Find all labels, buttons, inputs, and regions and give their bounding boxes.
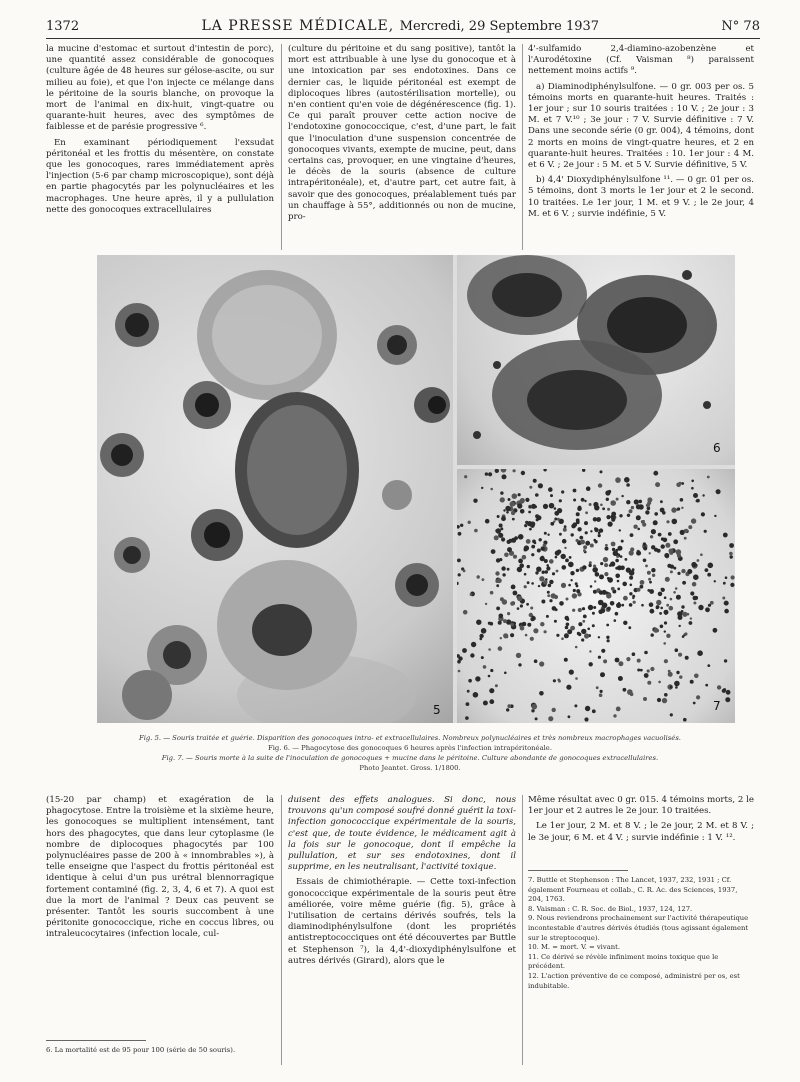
footnote-12: 12. L'action préventive de ce composé, administré per os, est indubitable. bbox=[528, 971, 740, 990]
paragraph: En examinant périodiquement l'exsudat péritonéal et les frottis du mésentère, on constate que les gonocoques, rares immédiatement après l'injection (5-6 par champ microscopique), sont déjà en partie phagocytés par les polynucléaires et les macrophages. Une heure après, il y a pullulation nette des gonocoques extracellulaires bbox=[46, 137, 274, 215]
column-divider bbox=[522, 795, 523, 1065]
paragraph: (15-20 par champ) et exagération de la phagocytose. Entre la troisième et la sixième heure, les gonocoques se multiplient intensément, tant hors des phagocytes, que dans leur cytoplasme (le nombre de diplocoques phagocytés par 100 polynucléaires passe de 200 à « innombrables »), à telle enseigne que l'aspect du frottis péritonéal est identique à celui d'un pus urétral blennorragique fortement contaminé (fig. 2, 3, 4, 6 et 7). A quoi est due la mort de l'animal ? Deux cas peuvent se présenter. Tantôt les souris succombent à une péritonite gonococcique, riche en coccus libres, ou intraleucocytaires (infection locale, cul- bbox=[46, 795, 274, 940]
paragraph: duisent des effets analogues. Si donc, nous trouvons qu'un composé soufré donné guérit la toxi-infection gonococcique expérimentale de la souris, c'est que, de toute évidence, le médicament agit à la fois sur le gonocoque, dont il empêche la pullulation, et sur ses endotoxines, dont il supprime, en les neutralisant, l'activité toxique. bbox=[288, 795, 516, 873]
paragraph: (culture du péritoine et du sang positive), tantôt la mort est attribuable à une lyse du gonocoque et à une intoxication par ses endotoxines. Dans ce dernier cas, le liquide péritonéal est exempt de diplocoques libres (autostérilisation mortelle), ou n'en contient qu'en voie de dégénérescence (fig. 1). Ce qui paraît prouver cette action nocive de l'endotoxine gonococcique, c'est, d'une part, le fait que l'inoculation d'une suspension concentrée de gonocoques vivants, exempte de mucine, peut, dans certains cas, provoquer, en une vingtaine d'heures, le décès de la souris (absence de culture intrapéritonéale), et, d'autre part, cet autre fait, à savoir que des gonocoques, préalablement tués par un chauffage à 55°, additionnés ou non de mucine, pro- bbox=[288, 44, 516, 223]
paragraph: a) Diaminodiphénylsulfone. — 0 gr. 003 per os. 5 témoins morts en quarante-huit heures. Traités : 1er jour ; sur 10 souris traitées : 10 V. ; 2e jour : 3 M. et 7 V.¹⁰ ; 3e jour : 7 V. Survie définitive : 7 V. Dans une seconde série (0 gr. 004), 4 témoins, dont 2 morts en moins de vingt-quatre heures, et 2 en quarante-huit heures. Traitées : 10. 1er jour : 4 M. et 6 V. ; 2e jour : 5 M. et 5 V. Survie définitive, 5 V. bbox=[528, 81, 754, 171]
top-column-1 bbox=[46, 44, 274, 250]
bottom-column-1 bbox=[46, 795, 274, 1027]
photo-credit: Photo Jeantet. Gross. 1/1800. bbox=[359, 764, 461, 772]
paragraph: 4'-sulfamido 2,4-diamino-azobenzène et l'Aurodétoxine (Cf. Vaisman ⁸) paraissent nettement moins actifs ⁹. bbox=[528, 44, 754, 77]
caption-fig-6: Fig. 6. — Phagocytose des gonocoques 6 heures après l'infection intrapéritonéale. bbox=[268, 744, 552, 752]
micrograph-6-image bbox=[457, 255, 735, 465]
footnotes-column-3 bbox=[528, 876, 754, 991]
footnote-6: 6. La mortalité est de 95 pour 100 (série de 50 souris). bbox=[46, 1046, 236, 1054]
micrograph-figure bbox=[97, 255, 735, 723]
footnote-10: 10. M. = mort. V. = vivant. bbox=[528, 943, 621, 952]
micrograph-panel-5 bbox=[97, 255, 453, 723]
panel-label-5: 5 bbox=[433, 703, 441, 717]
footnote-9: 9. Nous reviendrons prochainement sur l'activité thérapeutique incontestable d'autres dérivés étudiés (tous agissant également sur le streptocoque). bbox=[528, 914, 749, 942]
paragraph: Même résultat avec 0 gr. 015. 4 témoins morts, 2 le 1er jour et 2 autres le 2e jour. 10 traitées. bbox=[528, 795, 754, 817]
journal-name: LA PRESSE MÉDICALE, bbox=[201, 18, 395, 34]
page-number: 1372 bbox=[46, 18, 80, 34]
running-header bbox=[46, 14, 760, 39]
micrograph-5-image bbox=[97, 255, 453, 723]
paragraph: Le 1er jour, 2 M. et 8 V. ; le 2e jour, 2 M. et 8 V. ; le 3e jour, 6 M. et 4 V. ; survie indéfinie : 1 V. ¹². bbox=[528, 821, 754, 843]
paragraph: Essais de chimiothérapie. — Cette toxi-infection gonococcique expérimentale de la souris peut être améliorée, voire même guérie (fig. 5), grâce à l'utilisation de certains dérivés soufrés, tels la diaminodiphénylsulfone (dont les propriétés antistreptococciques ont été découvertes par Buttle et Stephenson ⁷), la 4,4'-dioxydiphénylsulfone et autres dérivés (Girard), alors que le bbox=[288, 877, 516, 966]
caption-fig-7: Fig. 7. — Souris morte à la suite de l'inoculation de gonocoques + mucine dans le péritoine. Culture abondante de gonocoques extracellulaires. bbox=[161, 754, 659, 762]
top-column-3 bbox=[528, 44, 754, 250]
bottom-column-2 bbox=[288, 795, 516, 1027]
panel-label-6: 6 bbox=[713, 441, 721, 455]
issue-number: N° 78 bbox=[721, 18, 760, 34]
panel-label-7: 7 bbox=[713, 699, 721, 713]
footnote-8: 8. Vaisman : C. R. Soc. de Biol., 1937, 124, 127. bbox=[528, 904, 693, 913]
top-column-2 bbox=[288, 44, 516, 250]
column-divider bbox=[281, 44, 282, 250]
footnote-rule bbox=[46, 1040, 146, 1041]
journal-title bbox=[201, 18, 599, 34]
column-divider bbox=[281, 795, 282, 1065]
paragraph: b) 4,4' Dioxydiphénylsulfone ¹¹. — 0 gr. 01 per os. 5 témoins, dont 3 morts le 1er jour et 2 le second. 10 traitées. Le 1er jour, 1 M. et 9 V. ; le 2e jour, 4 M. et 6 V. ; survie indéfinie, 5 V. bbox=[528, 175, 754, 219]
figure-captions bbox=[60, 733, 760, 773]
footnote-11: 11. Ce dérivé se révèle infiniment moins toxique que le précédent. bbox=[528, 952, 719, 971]
column-divider bbox=[522, 44, 523, 250]
micrograph-panel-6 bbox=[457, 255, 735, 465]
issue-date: Mercredi, 29 Septembre 1937 bbox=[399, 19, 600, 34]
footnote-7: 7. Buttle et Stephenson : The Lancet, 1937, 232, 1931 ; Cf. également Fourneau et collab., C. R. Ac. des Sciences, 1937, 204, 1763. bbox=[528, 876, 738, 904]
micrograph-7-image bbox=[457, 469, 735, 723]
bottom-column-3 bbox=[528, 795, 754, 865]
micrograph-panel-7 bbox=[457, 469, 735, 723]
footnote-rule bbox=[528, 870, 628, 871]
paragraph: la mucine d'estomac et surtout d'intestin de porc), une quantité assez considérable de gonocoques (culture âgée de 48 heures sur gélose-ascite, ou sur milieu au foie), et que l'on injecte ce mélange dans le péritoine de la souris blanche, on provoque la mort de l'animal en dix-huit, vingt-quatre ou quarante-huit heures, avec des symptômes de faiblesse et de parésie progressive ⁶. bbox=[46, 44, 274, 133]
caption-fig-5: Fig. 5. — Souris traitée et guérie. Disparition des gonocoques intra- et extracellulaires. Nombreux polynucléaires et très nombreux macrophages vacuolisés. bbox=[139, 734, 681, 742]
